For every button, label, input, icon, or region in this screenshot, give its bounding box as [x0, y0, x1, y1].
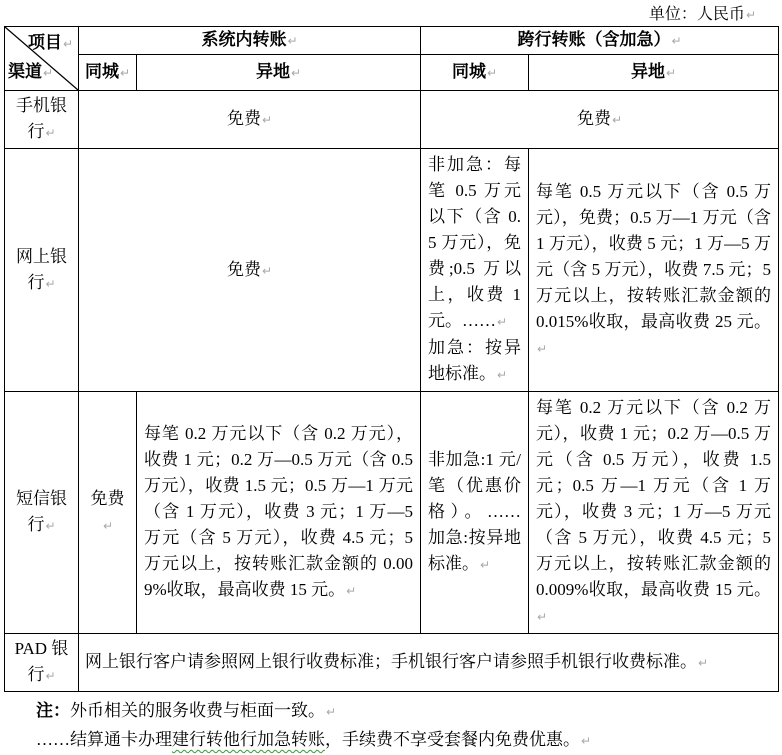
footnote-2-text-after: ，手续费不享受套餐内免费优惠。 [325, 730, 580, 749]
footnote-2 [36, 726, 782, 755]
paragraph-mark: ↵ [45, 126, 56, 140]
corner-header-cell [5, 27, 79, 91]
cell-sms-cross-remote-fee: 每笔 0.2 万元以下（含 0.2 万元），收费 1 元；0.2 万—0.5 万元（含 0.5 万元），收费 1.5 元；0.5 万—1 万元（含 1 万元），收费 3 元；1 万—5 万元（含 5 万元），收费 4.5 元；5 万元以上，按转账汇款金额的 0.009%收取，最高收费 15 元。↵ [529, 392, 779, 634]
corner-label-channel: 渠道↵ [8, 62, 54, 81]
paragraph-mark: ↵ [486, 66, 498, 80]
unit-label [0, 0, 782, 26]
paragraph-mark: ↵ [611, 113, 623, 127]
unit-text: 单位：人民币 [648, 6, 745, 23]
row-label-online-banking: 网上银行↵ [5, 149, 79, 392]
footnote-2-text-before: 结算通卡办理 [70, 730, 172, 749]
paragraph-mark: ↵ [326, 705, 337, 719]
cell-online-cross-remote-fee: 每笔 0.5 万元以下（含 0.5 万元），免费；0.5 万—1 万元（含 1 万元），收费 5 元；1 万—5 万元（含 5 万元），收费 7.5 元；5 万元以上，按转账汇款金额的 0.015%收取，最高收费 25 元。↵ [529, 149, 779, 392]
paragraph-mark: ↵ [43, 66, 54, 80]
cell-sms-cross-local-fee: 非加急:1 元/笔（优惠价格）。……加急:按异地标准。↵ [421, 392, 529, 634]
paragraph-mark: ↵ [287, 34, 298, 48]
cell-pad-merged-note: 网上银行客户请参照网上银行收费标准；手机银行客户请参照手机银行收费标准。↵ [79, 634, 779, 692]
row-label-sms-banking: 短信银行↵ [5, 392, 79, 634]
subheader-cross-local: 同城↵ [421, 55, 529, 91]
cell-online-system-fee: 免费↵ [79, 149, 421, 392]
subheader-cross-remote: 异地↵ [529, 55, 779, 91]
paragraph-mark: ↵ [119, 66, 131, 80]
footnote-1-text: 外币相关的服务收费与柜面一致。 [70, 701, 325, 720]
cell-mobile-system-fee: 免费↵ [79, 91, 421, 149]
paragraph-mark: ↵ [45, 519, 56, 533]
paragraph-mark: ↵ [537, 610, 548, 624]
paragraph-mark: ↵ [62, 37, 73, 51]
paragraph-mark: ↵ [45, 276, 56, 291]
table-row-online-banking [5, 149, 779, 392]
cell-online-cross-local-fee: 非加急：每笔 0.5 万元以下（含 0.5 万元），免费;0.5 万以上，收费 1 元。……↵ 加急：按异地标准。↵ [421, 149, 529, 392]
paragraph-mark: ↵ [698, 656, 709, 670]
row-label-mobile-banking: 手机银行↵ [5, 91, 79, 149]
paragraph-mark: ↵ [665, 66, 677, 80]
cell-mobile-cross-fee: 免费↵ [421, 91, 779, 149]
cell-sms-system-local-fee: 免费↵ [79, 392, 137, 634]
paragraph-mark: ↵ [290, 66, 302, 80]
paragraph-mark: ↵ [346, 584, 357, 598]
table-row-sms-banking [5, 392, 779, 634]
paragraph-mark: ↵ [581, 734, 592, 748]
footnote-1 [36, 697, 782, 726]
paragraph-mark: ↵ [497, 368, 508, 382]
table-row-pad-banking [5, 634, 779, 692]
paragraph-mark: ↵ [45, 669, 56, 683]
table-row-mobile-banking [5, 91, 779, 149]
row-label-pad-banking: PAD 银行↵ [5, 634, 79, 692]
paragraph-mark: ↵ [261, 263, 273, 278]
fee-table [4, 26, 779, 692]
subheader-system-local: 同城↵ [79, 55, 137, 91]
column-group-cross-bank-transfer: 跨行转账（含加急）↵ [421, 27, 779, 55]
subheader-system-remote: 异地↵ [137, 55, 421, 91]
column-group-system-transfer: 系统内转账↵ [79, 27, 421, 55]
footnote-1-label: 注： [36, 701, 70, 720]
paragraph-mark: ↵ [261, 113, 273, 127]
paragraph-mark: ↵ [671, 34, 682, 48]
paragraph-mark: ↵ [537, 341, 548, 356]
footnote-2-marker: …… [36, 730, 70, 749]
paragraph-mark: ↵ [102, 519, 114, 533]
corner-label-project: 项目↵ [27, 33, 73, 52]
footnotes [36, 697, 782, 755]
paragraph-mark: ↵ [497, 315, 508, 329]
cell-sms-system-remote-fee: 每笔 0.2 万元以下（含 0.2 万元），收费 1 元；0.2 万—0.5 万元（含 0.5 万元），收费 1.5 元；0.5 万—1 万元（含 1 万元），收费 3 元；1 万—5 万元（含 5 万元），收费 4.5 元；5 万元以上，按转账汇款金额的 0.009%收取，最高收费 15 元。↵ [137, 392, 421, 634]
footnote-2-spellcheck-underlined-text: 建行转他行加急转账 [172, 730, 325, 749]
paragraph-mark: ↵ [745, 8, 756, 22]
paragraph-mark: ↵ [480, 558, 491, 572]
